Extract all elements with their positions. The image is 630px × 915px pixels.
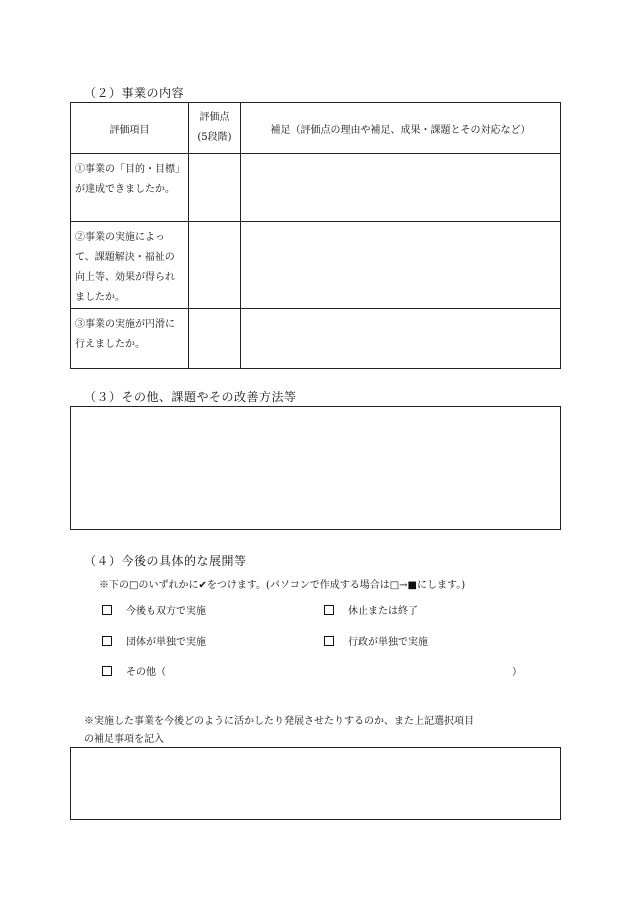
header-score-line2: (5段階) — [197, 132, 232, 143]
option-gov[interactable] — [324, 633, 428, 648]
row-note-cell[interactable] — [241, 222, 561, 309]
section3-textarea[interactable] — [70, 406, 561, 530]
checkbox-icon[interactable] — [102, 666, 112, 676]
option-both-label: 今後も双方で実施 — [126, 606, 206, 617]
row-item-text: ③事業の実施が円滑に行えましたか。 — [75, 319, 175, 350]
option-other[interactable] — [102, 663, 166, 678]
table-header-row — [71, 103, 561, 154]
header-item: 評価項目 — [71, 103, 189, 154]
checkbox-icon[interactable] — [102, 605, 112, 615]
row-score-cell[interactable] — [189, 222, 241, 309]
table-row — [71, 222, 561, 309]
option-other-label: その他（ — [126, 667, 166, 678]
checkbox-icon[interactable] — [324, 636, 334, 646]
row-note-cell[interactable] — [241, 154, 561, 222]
row-item-cell — [71, 154, 189, 222]
option-stop-label: 休止または終了 — [348, 606, 418, 617]
header-score — [189, 103, 241, 154]
option-other-close: ） — [512, 667, 522, 678]
option-group-label: 団体が単独で実施 — [126, 637, 206, 648]
table-row — [71, 154, 561, 222]
row-item-text: ②事業の実施によって、課題解決・福祉の向上等、効果が得られましたか。 — [75, 232, 175, 303]
section2-heading: （２）事業の内容 — [84, 86, 185, 100]
option-group[interactable] — [102, 633, 206, 648]
section4-heading: （４）今後の具体的な展開等 — [84, 554, 247, 568]
header-score-line1: 評価点 — [199, 112, 230, 123]
option-gov-label: 行政が単独で実施 — [348, 637, 428, 648]
row-item-cell — [71, 222, 189, 309]
checkbox-icon[interactable] — [102, 636, 112, 646]
section4-textarea[interactable] — [70, 747, 561, 820]
evaluation-table — [70, 102, 561, 369]
option-both[interactable] — [102, 602, 206, 617]
section4-note-line2: の補足事項を記入 — [84, 734, 164, 745]
section4-instruction: ※下の□のいずれかに✔をつけます。(パソコンで作成する場合は□→■にします。) — [99, 580, 466, 591]
section3-heading: （３）その他、課題やその改善方法等 — [84, 390, 297, 404]
row-item-cell — [71, 309, 189, 369]
row-score-cell[interactable] — [189, 154, 241, 222]
row-score-cell[interactable] — [189, 309, 241, 369]
checkbox-icon[interactable] — [324, 605, 334, 615]
section4-note-line1: ※実施した事業を今後どのように活かしたり発展させたりするのか、また上記選択項目 — [84, 716, 474, 727]
header-note: 補足（評価点の理由や補足、成果・課題とその対応など） — [241, 103, 561, 154]
option-stop[interactable] — [324, 602, 418, 617]
row-item-text: ①事業の「目的・目標」が達成できましたか。 — [75, 164, 180, 195]
row-note-cell[interactable] — [241, 309, 561, 369]
table-row — [71, 309, 561, 369]
